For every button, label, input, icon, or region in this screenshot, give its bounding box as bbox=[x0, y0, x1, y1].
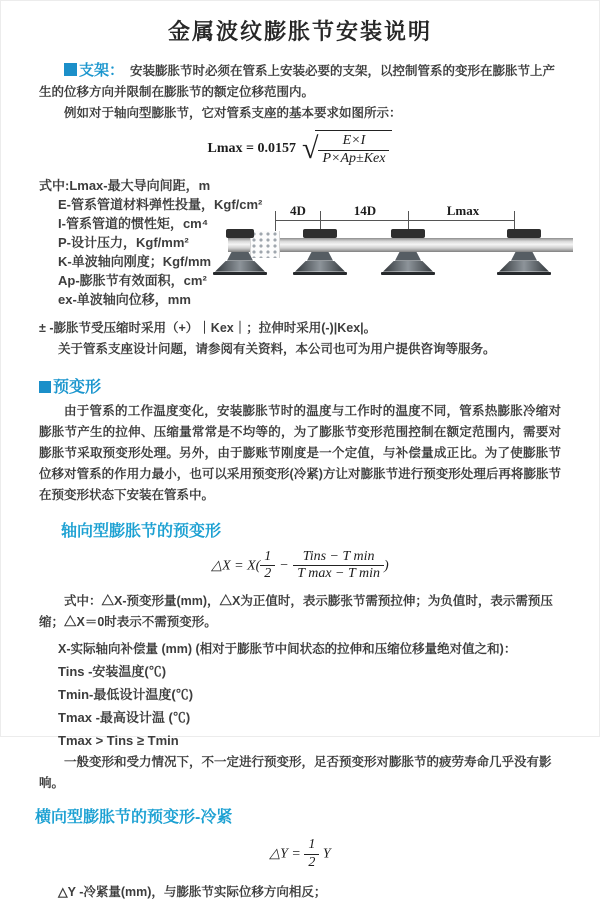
section-marker-square-icon bbox=[39, 381, 51, 393]
section-label-predeform: 预变形 bbox=[53, 378, 102, 396]
heading-lateral-predeform: 横向型膨胀节的预变形-冷紧 bbox=[35, 809, 233, 827]
dx-formula-lhs: △X = X( bbox=[211, 558, 261, 574]
support-intro-paragraph bbox=[39, 60, 561, 103]
dimension-tick bbox=[514, 211, 515, 229]
lmax-formula-lhs: Lmax = 0.0157 bbox=[207, 141, 296, 157]
support-base bbox=[295, 261, 345, 272]
support-foot bbox=[497, 272, 551, 275]
section-header-predeform bbox=[39, 374, 561, 397]
temp-line: Tins -安装温度(℃) bbox=[58, 664, 167, 680]
heading-axial-predeform: 轴向型膨胀节的预变形 bbox=[61, 522, 222, 540]
dy-formula-rhs: Y bbox=[322, 846, 331, 862]
delta-x-formula bbox=[39, 549, 561, 584]
pipe-clamp bbox=[226, 229, 254, 238]
support-example-line: 例如对于轴向型膨胀节，它对管系支座的基本要求如图所示： bbox=[64, 106, 402, 120]
section-marker-square-icon bbox=[64, 63, 77, 76]
pipe-support bbox=[212, 228, 268, 280]
dim-label-4d: 4D bbox=[290, 202, 306, 218]
dx-formula-temp-fraction: $\frac{\text{Tins − T min}}{\text{T max − T min}}$ bbox=[293, 549, 384, 584]
support-stem bbox=[227, 252, 253, 261]
x-definition-line: X-实际轴向补偿量 (mm) (相对于膨胀节中间状态的拉伸和压缩位移量绝对值之和)： bbox=[58, 642, 517, 657]
radical-sign-icon: √ bbox=[302, 132, 319, 166]
variables-and-diagram-row bbox=[39, 176, 561, 318]
support-base bbox=[383, 261, 433, 272]
dim-label-lmax: Lmax bbox=[446, 202, 480, 218]
sign-note-line: ± -膨胀节受压缩时采用（+）｜Kex｜；拉伸时采用(-)|Kex|。 bbox=[39, 320, 377, 335]
lmax-formula-denominator: P×Ap±Kex bbox=[322, 150, 386, 166]
pipe-support bbox=[380, 228, 436, 280]
support-foot bbox=[381, 272, 435, 275]
variable-line: 式中:Lmax-最大导向间距，m bbox=[39, 177, 211, 193]
consult-note-line: 关于管系支座设计问题，请参阅有关资料，本公司也可为用户提供咨询等服务。 bbox=[58, 341, 496, 356]
support-stem bbox=[395, 252, 421, 261]
temp-line: Tmax > Tins ≥ Tmin bbox=[58, 733, 179, 749]
dx-formula-half-fraction: $\frac{1}{2}$ bbox=[260, 549, 275, 584]
square-root bbox=[302, 130, 392, 168]
dimension-tick bbox=[275, 211, 276, 233]
dy-formula-fraction: $\frac{1}{2}$ bbox=[304, 837, 319, 872]
variable-line: I-管系管道的惯性矩，cm⁴ bbox=[58, 215, 209, 231]
predeform-paragraph: 由于管系的工作温度变化，安装膨胀节时的温度与工作时的温度不同，管系热膨胀冷缩对膨胀节产生的拉伸、压缩量常常是不均等的，为了膨胀节变形范围控制在额定范围内，需要对膨胀节采取预变形处理。另外，由于膨账节刚度是一个定值，与补偿量成正比。为了使膨胀节位移对管系的作用力最小，也可以采用预变形(冷紧)方让对膨胀节进行预变形处理后再将膨胀节在预变形状态下安装在管系中。 bbox=[39, 403, 561, 502]
support-stem bbox=[307, 252, 333, 261]
dimension-tick bbox=[320, 211, 321, 229]
pipe-clamp bbox=[507, 229, 541, 238]
support-stem bbox=[511, 252, 537, 261]
delta-y-formula bbox=[39, 837, 561, 872]
pipe-support bbox=[292, 228, 348, 280]
temp-line: Tmin-最低设计温度(℃) bbox=[58, 687, 194, 703]
pipe-clamp bbox=[303, 229, 337, 238]
section-label-support: 支架： bbox=[79, 62, 125, 79]
variable-line: E-管系管道材料弹性投量，Kgf/cm² bbox=[58, 196, 263, 212]
support-foot bbox=[213, 272, 267, 275]
dy-note-line: △Y -冷紧量(mm)，与膨胀节实际位移方向相反； bbox=[58, 884, 327, 899]
dim-label-14d: 14D bbox=[353, 202, 377, 218]
variable-line: K-单波轴向刚度；Kgf/mm bbox=[58, 253, 212, 269]
lmax-formula bbox=[39, 130, 561, 168]
variable-line: P-设计压力，Kgf/mm² bbox=[58, 234, 189, 250]
support-base bbox=[215, 261, 265, 272]
variable-line: Ap-膨胀节有效面积，cm² bbox=[58, 272, 207, 288]
support-foot bbox=[293, 272, 347, 275]
support-intro-text: 安装膨胀节时必须在管系上安装必要的支架，以控制管系的变形在膨胀节上产生的位移方向并限制在膨胀节的额定位移范围内。 bbox=[39, 64, 556, 99]
variable-line: ex-单波轴向位移，mm bbox=[58, 291, 191, 307]
dx-where-line: 式中：△X-预变形量(mm)，△X为正值时，表示膨张节需预拉伸；为负值时，表示需预压缩；△X＝0时表示不需预变形。 bbox=[39, 594, 553, 630]
pipe-support bbox=[496, 228, 552, 280]
dimension-tick bbox=[408, 211, 409, 229]
dimension-line bbox=[275, 220, 514, 221]
dx-formula-minus: − bbox=[280, 557, 289, 573]
lmax-formula-numerator: E×I bbox=[318, 133, 389, 151]
pipe-support-diagram bbox=[228, 202, 573, 302]
predeform-note-line: 一般变形和受力情况下，不一定进行预变形，足否预变形对膨胀节的疲劳寿命几乎没有影响。 bbox=[39, 755, 552, 791]
temp-line: Tmax -最高设计温 (℃) bbox=[58, 710, 191, 726]
page-title: 金属波纹膨胀节安装说明 bbox=[167, 19, 432, 44]
pipe-clamp bbox=[391, 229, 425, 238]
support-base bbox=[499, 261, 549, 272]
temperature-definitions bbox=[39, 660, 561, 752]
dx-formula-rhs: ) bbox=[384, 558, 389, 574]
dy-formula-lhs: △Y = bbox=[269, 846, 301, 862]
